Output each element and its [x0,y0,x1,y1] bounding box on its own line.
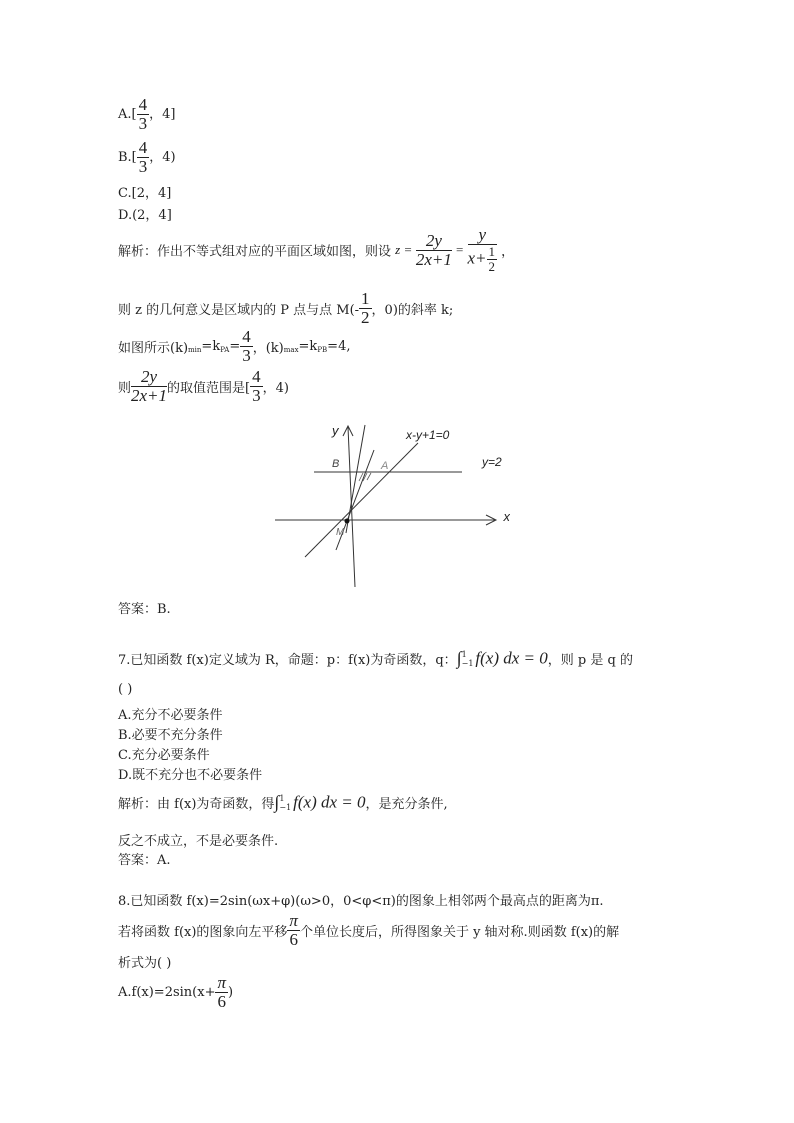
denominator: 2 [488,259,496,274]
option-text: A.f(x)=2sin(x+ [118,985,216,1000]
numerator: 4 [252,367,261,386]
fraction-pi-over-6 [215,974,228,1011]
fraction-2y-over-2x-plus-1 [416,232,452,269]
hatch-mark [367,473,371,480]
solution-line-1 [118,226,514,274]
answer-q6: 答案：B. [118,602,171,617]
q7-solution-line-2: 反之不成立，不是必要条件. [118,834,279,849]
solution-line-3 [118,328,350,365]
q8-stem-line-1: 8.已知函数 f(x)=2sin(ωx+φ)(ω>0，0<φ<π)的图象上相邻两个最高点的距离为π. [118,894,604,909]
solution-text: 则 [118,381,132,396]
denominator: 6 [289,930,298,949]
solution-line-4 [118,368,289,405]
numerator: π [217,973,226,992]
question-text: 7.已知函数 f(x)定义域为 R，命题：p：f(x)为奇函数，q： [118,653,457,668]
denominator: 3 [252,386,261,405]
label-point-a: A [381,460,389,472]
denominator: 2x+1 [131,386,168,405]
equals: = [456,242,464,257]
option-b [118,139,176,176]
fraction-half [359,290,372,327]
denominator: 3 [138,157,148,176]
feasible-region-figure [270,415,510,595]
label-line-equation: x-y+1=0 [406,428,450,442]
option-a-prefix: A.[ [118,107,137,122]
var-z: z [395,242,401,257]
line-x-minus-y-plus-1 [305,443,418,557]
solution-text: ，是充分条件, [365,797,448,812]
option-a-suffix: ，4] [149,107,176,122]
option-c: C.[2，4] [118,186,172,201]
fraction-4-3 [137,139,150,176]
answer-q7: 答案：A. [118,853,171,868]
solution-text: ，0)的斜率 k; [371,303,454,318]
q7-stem [118,648,633,669]
equals: = [404,242,412,257]
numerator: 2y [416,232,452,251]
lower-limit: −1 [279,802,292,812]
option-text: ) [228,985,234,1000]
solution-text: =k [201,339,221,354]
question-text: 个单位长度后，所得图象关于 y 轴对称.则函数 f(x)的解 [299,925,620,940]
numerator: y [468,226,498,245]
denominator [468,245,498,274]
subscript-min: min [188,346,202,354]
option-b: B.必要不充分条件 [118,728,223,743]
label-point-b: B [332,458,340,470]
lower-limit: −1 [461,658,474,668]
fraction-y-over-x-plus-half [468,226,498,274]
integrand: f(x) dx = 0 [475,648,548,668]
label-y-equals-2: y=2 [482,455,502,469]
solution-text: =k [298,339,318,354]
numerator: 4 [138,138,148,157]
q7-solution [118,792,448,813]
numerator: 1 [361,289,370,308]
subscript-max: max [283,346,299,354]
fraction-half [487,245,498,274]
fraction-4-3 [250,368,263,405]
solution-text: =4, [327,339,351,354]
denominator: 6 [217,992,226,1011]
numerator: π [289,911,298,930]
numerator: 1 [488,244,496,259]
fraction-4-3 [137,96,150,133]
solution-text: ，4) [262,381,289,396]
label-x: x [503,509,510,524]
fraction-4-3 [240,328,253,365]
solution-text: 解析：由 f(x)为奇函数，得 [118,797,275,812]
integral-limits [279,794,291,812]
label-point-m: M [336,527,345,538]
denominator: 2x+1 [415,249,452,269]
question-text: 若将函数 f(x)的图象向左平移 [118,925,288,940]
integral-sign: ∫ [456,648,462,668]
integrand: f(x) dx = 0 [293,792,366,812]
denominator-text: x+ [467,248,487,268]
option-c: C.充分必要条件 [118,748,210,763]
solution-text: 则 z 的几何意义是区域内的 P 点与点 M(- [118,303,360,318]
solution-text: 的取值范围是[ [167,381,251,396]
solution-text: = [229,339,241,354]
solution-text: 如图所示(k) [118,341,189,356]
subscript-pb: PB [317,346,328,354]
point-m [345,519,350,524]
option-a [118,974,233,1011]
option-b-suffix: ，4) [149,150,176,165]
subscript-pa: PA [220,346,230,354]
answer-paren: ( ) [118,682,133,697]
comma: ， [501,244,515,260]
option-b-prefix: B.[ [118,150,137,165]
option-d: D.(2，4] [118,208,172,223]
fraction-pi-over-6 [287,912,300,949]
option-d: D.既不充分也不必要条件 [118,768,263,783]
denominator: 3 [242,346,251,365]
numerator: 4 [138,95,148,114]
q8-stem-line-2 [118,912,619,949]
solution-text: 解析：作出不等式组对应的平面区域如图，则设 [118,244,392,260]
integral-sign: ∫ [274,792,280,812]
upper-limit: 1 [279,793,285,803]
numerator: 2y [131,368,167,387]
option-a: A.充分不必要条件 [118,708,223,723]
numerator: 4 [242,327,251,346]
question-text: ，则 p 是 q 的 [547,653,633,668]
label-y: y [332,423,339,438]
solution-line-2 [118,290,453,327]
denominator: 3 [138,114,148,133]
fraction-2y-over-2x-plus-1 [131,368,167,405]
denominator: 2 [361,308,370,327]
integral-limits [462,650,474,668]
solution-text: ，(k) [252,341,284,356]
upper-limit: 1 [461,649,467,659]
q8-stem-line-3: 析式为( ) [118,956,172,971]
option-a [118,96,175,133]
